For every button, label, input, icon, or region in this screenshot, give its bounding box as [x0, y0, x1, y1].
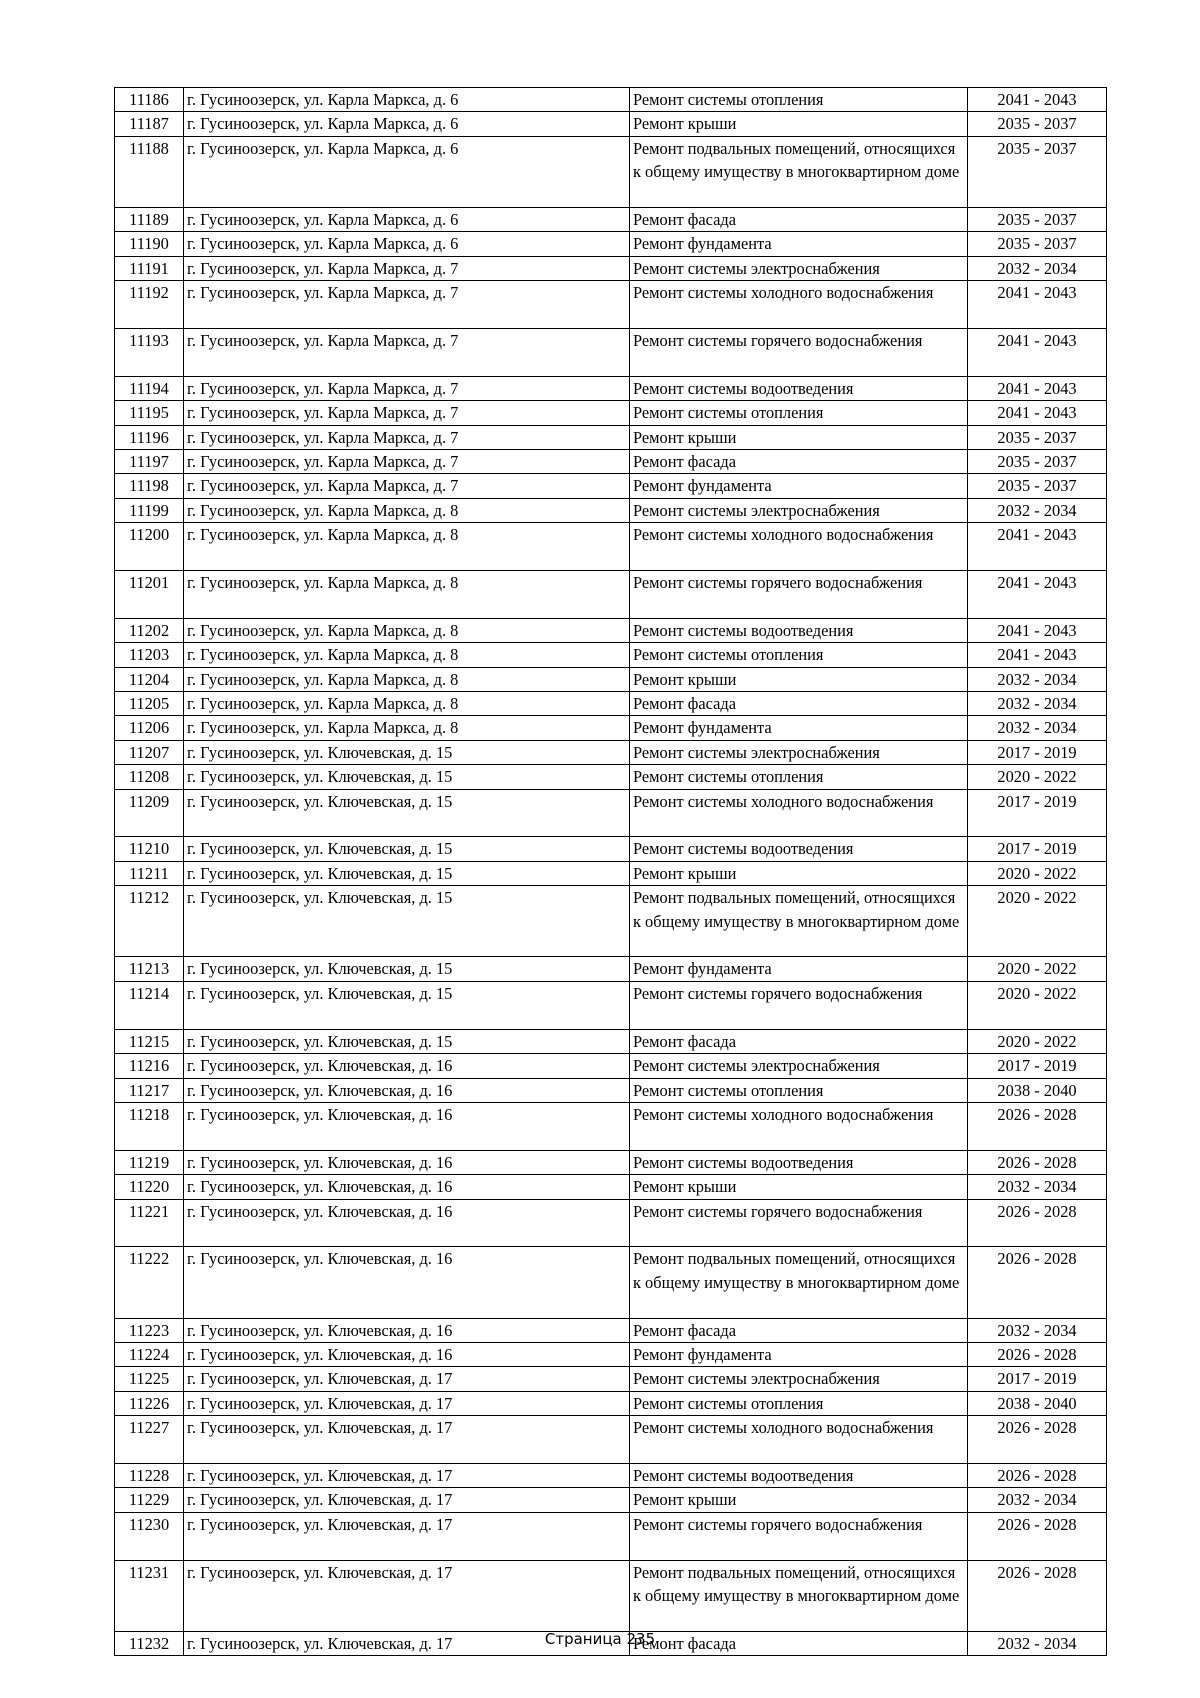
address-cell: г. Гусиноозерск, ул. Карла Маркса, д. 6	[184, 208, 630, 232]
table-row	[115, 1078, 1107, 1102]
work-type-cell: Ремонт крыши	[630, 861, 968, 885]
work-type-cell: Ремонт фасада	[630, 692, 968, 716]
table-row	[115, 837, 1107, 861]
address-cell: г. Гусиноозерск, ул. Ключевская, д. 16	[184, 1342, 630, 1366]
address-cell: г. Гусиноозерск, ул. Ключевская, д. 16	[184, 1078, 630, 1102]
address-cell: г. Гусиноозерск, ул. Карла Маркса, д. 6	[184, 88, 630, 112]
address-cell: г. Гусиноозерск, ул. Ключевская, д. 17	[184, 1416, 630, 1464]
row-number-cell: 11210	[115, 837, 184, 861]
period-cell: 2026 - 2028	[968, 1247, 1107, 1318]
work-type-cell: Ремонт подвальных помещений, относящихся к общему имуществу в многоквартирном доме	[630, 1247, 968, 1318]
period-cell: 2041 - 2043	[968, 88, 1107, 112]
period-cell: 2026 - 2028	[968, 1560, 1107, 1631]
work-type-cell: Ремонт подвальных помещений, относящихся к общему имуществу в многоквартирном доме	[630, 1560, 968, 1631]
row-number-cell: 11218	[115, 1102, 184, 1150]
row-number-cell: 11187	[115, 112, 184, 136]
period-cell: 2020 - 2022	[968, 765, 1107, 789]
table-row	[115, 1367, 1107, 1391]
address-cell: г. Гусиноозерск, ул. Карла Маркса, д. 7	[184, 256, 630, 280]
row-number-cell: 11188	[115, 136, 184, 207]
table-row	[115, 716, 1107, 740]
address-cell: г. Гусиноозерск, ул. Карла Маркса, д. 7	[184, 474, 630, 498]
period-cell: 2026 - 2028	[968, 1102, 1107, 1150]
period-cell: 2032 - 2034	[968, 1488, 1107, 1512]
work-type-cell: Ремонт крыши	[630, 112, 968, 136]
address-cell: г. Гусиноозерск, ул. Карла Маркса, д. 6	[184, 112, 630, 136]
work-type-cell: Ремонт системы электроснабжения	[630, 256, 968, 280]
row-number-cell: 11214	[115, 981, 184, 1029]
work-type-cell: Ремонт крыши	[630, 1488, 968, 1512]
address-cell: г. Гусиноозерск, ул. Ключевская, д. 15	[184, 981, 630, 1029]
period-cell: 2041 - 2043	[968, 329, 1107, 377]
address-cell: г. Гусиноозерск, ул. Карла Маркса, д. 8	[184, 667, 630, 691]
address-cell: г. Гусиноозерск, ул. Ключевская, д. 17	[184, 1367, 630, 1391]
address-cell: г. Гусиноозерск, ул. Ключевская, д. 15	[184, 886, 630, 957]
work-type-cell: Ремонт фасада	[630, 1631, 968, 1655]
work-type-cell: Ремонт фундамента	[630, 957, 968, 981]
row-number-cell: 11198	[115, 474, 184, 498]
work-type-cell: Ремонт фасада	[630, 1318, 968, 1342]
table-row	[115, 256, 1107, 280]
table-row	[115, 329, 1107, 377]
work-type-cell: Ремонт крыши	[630, 1175, 968, 1199]
row-number-cell: 11211	[115, 861, 184, 885]
table-row	[115, 692, 1107, 716]
row-number-cell: 11199	[115, 498, 184, 522]
table-row	[115, 957, 1107, 981]
work-type-cell: Ремонт подвальных помещений, относящихся к общему имуществу в многоквартирном доме	[630, 886, 968, 957]
period-cell: 2032 - 2034	[968, 1631, 1107, 1655]
table-row	[115, 571, 1107, 619]
table-row	[115, 232, 1107, 256]
row-number-cell: 11226	[115, 1391, 184, 1415]
table-row	[115, 1463, 1107, 1487]
work-type-cell: Ремонт системы холодного водоснабжения	[630, 789, 968, 837]
period-cell: 2020 - 2022	[968, 1029, 1107, 1053]
address-cell: г. Гусиноозерск, ул. Ключевская, д. 16	[184, 1150, 630, 1174]
table-row	[115, 474, 1107, 498]
row-number-cell: 11215	[115, 1029, 184, 1053]
work-type-cell: Ремонт фундамента	[630, 716, 968, 740]
address-cell: г. Гусиноозерск, ул. Ключевская, д. 16	[184, 1247, 630, 1318]
row-number-cell: 11231	[115, 1560, 184, 1631]
row-number-cell: 11194	[115, 376, 184, 400]
period-cell: 2041 - 2043	[968, 376, 1107, 400]
work-type-cell: Ремонт системы электроснабжения	[630, 498, 968, 522]
row-number-cell: 11224	[115, 1342, 184, 1366]
table-row	[115, 88, 1107, 112]
row-number-cell: 11202	[115, 618, 184, 642]
work-type-cell: Ремонт системы электроснабжения	[630, 740, 968, 764]
period-cell: 2026 - 2028	[968, 1463, 1107, 1487]
address-cell: г. Гусиноозерск, ул. Ключевская, д. 15	[184, 1029, 630, 1053]
period-cell: 2041 - 2043	[968, 571, 1107, 619]
table-row	[115, 765, 1107, 789]
period-cell: 2041 - 2043	[968, 281, 1107, 329]
work-type-cell: Ремонт системы водоотведения	[630, 618, 968, 642]
row-number-cell: 11193	[115, 329, 184, 377]
address-cell: г. Гусиноозерск, ул. Карла Маркса, д. 8	[184, 643, 630, 667]
period-cell: 2032 - 2034	[968, 692, 1107, 716]
table-row	[115, 1199, 1107, 1247]
table-row	[115, 667, 1107, 691]
address-cell: г. Гусиноозерск, ул. Ключевская, д. 17	[184, 1631, 630, 1655]
address-cell: г. Гусиноозерск, ул. Ключевская, д. 15	[184, 957, 630, 981]
address-cell: г. Гусиноозерск, ул. Ключевская, д. 16	[184, 1175, 630, 1199]
period-cell: 2035 - 2037	[968, 112, 1107, 136]
row-number-cell: 11206	[115, 716, 184, 740]
work-type-cell: Ремонт системы водоотведения	[630, 1463, 968, 1487]
work-type-cell: Ремонт системы отопления	[630, 765, 968, 789]
address-cell: г. Гусиноозерск, ул. Карла Маркса, д. 8	[184, 498, 630, 522]
work-type-cell: Ремонт фундамента	[630, 474, 968, 498]
period-cell: 2035 - 2037	[968, 474, 1107, 498]
period-cell: 2032 - 2034	[968, 716, 1107, 740]
address-cell: г. Гусиноозерск, ул. Ключевская, д. 17	[184, 1463, 630, 1487]
table-row	[115, 498, 1107, 522]
address-cell: г. Гусиноозерск, ул. Ключевская, д. 16	[184, 1318, 630, 1342]
address-cell: г. Гусиноозерск, ул. Карла Маркса, д. 8	[184, 571, 630, 619]
work-type-cell: Ремонт фасада	[630, 1029, 968, 1053]
address-cell: г. Гусиноозерск, ул. Ключевская, д. 15	[184, 765, 630, 789]
row-number-cell: 11200	[115, 523, 184, 571]
table-row	[115, 401, 1107, 425]
address-cell: г. Гусиноозерск, ул. Карла Маркса, д. 8	[184, 692, 630, 716]
work-type-cell: Ремонт системы электроснабжения	[630, 1367, 968, 1391]
address-cell: г. Гусиноозерск, ул. Карла Маркса, д. 8	[184, 523, 630, 571]
table-row	[115, 1318, 1107, 1342]
work-type-cell: Ремонт системы горячего водоснабжения	[630, 329, 968, 377]
work-type-cell: Ремонт системы холодного водоснабжения	[630, 1102, 968, 1150]
period-cell: 2032 - 2034	[968, 667, 1107, 691]
row-number-cell: 11212	[115, 886, 184, 957]
work-type-cell: Ремонт системы горячего водоснабжения	[630, 1512, 968, 1560]
period-cell: 2032 - 2034	[968, 498, 1107, 522]
address-cell: г. Гусиноозерск, ул. Карла Маркса, д. 8	[184, 618, 630, 642]
work-type-cell: Ремонт системы водоотведения	[630, 1150, 968, 1174]
work-type-cell: Ремонт крыши	[630, 425, 968, 449]
address-cell: г. Гусиноозерск, ул. Ключевская, д. 17	[184, 1512, 630, 1560]
period-cell: 2020 - 2022	[968, 957, 1107, 981]
work-type-cell: Ремонт системы холодного водоснабжения	[630, 523, 968, 571]
row-number-cell: 11192	[115, 281, 184, 329]
work-type-cell: Ремонт системы холодного водоснабжения	[630, 1416, 968, 1464]
table-body	[115, 88, 1107, 1656]
address-cell: г. Гусиноозерск, ул. Ключевская, д. 15	[184, 861, 630, 885]
address-cell: г. Гусиноозерск, ул. Карла Маркса, д. 7	[184, 281, 630, 329]
row-number-cell: 11219	[115, 1150, 184, 1174]
period-cell: 2041 - 2043	[968, 401, 1107, 425]
page-number: Страница 235	[544, 1630, 656, 1648]
address-cell: г. Гусиноозерск, ул. Ключевская, д. 16	[184, 1054, 630, 1078]
period-cell: 2020 - 2022	[968, 861, 1107, 885]
table-row	[115, 425, 1107, 449]
period-cell: 2026 - 2028	[968, 1150, 1107, 1174]
period-cell: 2032 - 2034	[968, 1175, 1107, 1199]
row-number-cell: 11196	[115, 425, 184, 449]
row-number-cell: 11222	[115, 1247, 184, 1318]
address-cell: г. Гусиноозерск, ул. Ключевская, д. 17	[184, 1391, 630, 1415]
period-cell: 2035 - 2037	[968, 450, 1107, 474]
address-cell: г. Гусиноозерск, ул. Ключевская, д. 16	[184, 1102, 630, 1150]
address-cell: г. Гусиноозерск, ул. Карла Маркса, д. 8	[184, 716, 630, 740]
address-cell: г. Гусиноозерск, ул. Карла Маркса, д. 7	[184, 425, 630, 449]
table-row	[115, 1054, 1107, 1078]
row-number-cell: 11223	[115, 1318, 184, 1342]
table-row	[115, 376, 1107, 400]
row-number-cell: 11209	[115, 789, 184, 837]
period-cell: 2026 - 2028	[968, 1512, 1107, 1560]
table-row	[115, 1150, 1107, 1174]
table-row	[115, 208, 1107, 232]
address-cell: г. Гусиноозерск, ул. Карла Маркса, д. 7	[184, 401, 630, 425]
row-number-cell: 11189	[115, 208, 184, 232]
row-number-cell: 11190	[115, 232, 184, 256]
table-row	[115, 1175, 1107, 1199]
row-number-cell: 11217	[115, 1078, 184, 1102]
address-cell: г. Гусиноозерск, ул. Карла Маркса, д. 7	[184, 329, 630, 377]
row-number-cell: 11203	[115, 643, 184, 667]
work-type-cell: Ремонт системы отопления	[630, 1078, 968, 1102]
period-cell: 2017 - 2019	[968, 789, 1107, 837]
row-number-cell: 11228	[115, 1463, 184, 1487]
row-number-cell: 11230	[115, 1512, 184, 1560]
period-cell: 2017 - 2019	[968, 837, 1107, 861]
period-cell: 2017 - 2019	[968, 1054, 1107, 1078]
period-cell: 2035 - 2037	[968, 425, 1107, 449]
row-number-cell: 11204	[115, 667, 184, 691]
address-cell: г. Гусиноозерск, ул. Ключевская, д. 15	[184, 837, 630, 861]
work-type-cell: Ремонт системы отопления	[630, 643, 968, 667]
work-type-cell: Ремонт фасада	[630, 208, 968, 232]
row-number-cell: 11195	[115, 401, 184, 425]
table-row	[115, 1512, 1107, 1560]
period-cell: 2035 - 2037	[968, 136, 1107, 207]
table-row	[115, 450, 1107, 474]
address-cell: г. Гусиноозерск, ул. Ключевская, д. 15	[184, 740, 630, 764]
address-cell: г. Гусиноозерск, ул. Карла Маркса, д. 6	[184, 136, 630, 207]
period-cell: 2026 - 2028	[968, 1199, 1107, 1247]
address-cell: г. Гусиноозерск, ул. Карла Маркса, д. 7	[184, 450, 630, 474]
work-type-cell: Ремонт фасада	[630, 450, 968, 474]
period-cell: 2020 - 2022	[968, 886, 1107, 957]
period-cell: 2017 - 2019	[968, 740, 1107, 764]
table-row	[115, 643, 1107, 667]
table-row	[115, 1029, 1107, 1053]
table-row	[115, 112, 1107, 136]
table-row	[115, 1488, 1107, 1512]
work-type-cell: Ремонт системы отопления	[630, 401, 968, 425]
row-number-cell: 11213	[115, 957, 184, 981]
address-cell: г. Гусиноозерск, ул. Ключевская, д. 16	[184, 1199, 630, 1247]
work-type-cell: Ремонт подвальных помещений, относящихся к общему имуществу в многоквартирном доме	[630, 136, 968, 207]
period-cell: 2041 - 2043	[968, 523, 1107, 571]
table-row	[115, 740, 1107, 764]
row-number-cell: 11205	[115, 692, 184, 716]
repair-schedule-table	[114, 87, 1107, 1656]
table-row	[115, 886, 1107, 957]
work-type-cell: Ремонт системы горячего водоснабжения	[630, 571, 968, 619]
period-cell: 2020 - 2022	[968, 981, 1107, 1029]
work-type-cell: Ремонт системы холодного водоснабжения	[630, 281, 968, 329]
table-row	[115, 861, 1107, 885]
row-number-cell: 11225	[115, 1367, 184, 1391]
row-number-cell: 11197	[115, 450, 184, 474]
period-cell: 2032 - 2034	[968, 256, 1107, 280]
row-number-cell: 11227	[115, 1416, 184, 1464]
row-number-cell: 11191	[115, 256, 184, 280]
work-type-cell: Ремонт системы отопления	[630, 1391, 968, 1415]
period-cell: 2017 - 2019	[968, 1367, 1107, 1391]
period-cell: 2035 - 2037	[968, 208, 1107, 232]
work-type-cell: Ремонт системы водоотведения	[630, 376, 968, 400]
work-type-cell: Ремонт фундамента	[630, 1342, 968, 1366]
address-cell: г. Гусиноозерск, ул. Ключевская, д. 15	[184, 789, 630, 837]
table-row	[115, 618, 1107, 642]
period-cell: 2035 - 2037	[968, 232, 1107, 256]
table-row	[115, 1560, 1107, 1631]
work-type-cell: Ремонт системы горячего водоснабжения	[630, 1199, 968, 1247]
work-type-cell: Ремонт системы отопления	[630, 88, 968, 112]
work-type-cell: Ремонт системы водоотведения	[630, 837, 968, 861]
period-cell: 2026 - 2028	[968, 1416, 1107, 1464]
row-number-cell: 11221	[115, 1199, 184, 1247]
row-number-cell: 11201	[115, 571, 184, 619]
row-number-cell: 11232	[115, 1631, 184, 1655]
table-row	[115, 1391, 1107, 1415]
period-cell: 2041 - 2043	[968, 643, 1107, 667]
table-row	[115, 281, 1107, 329]
row-number-cell: 11208	[115, 765, 184, 789]
work-type-cell: Ремонт крыши	[630, 667, 968, 691]
row-number-cell: 11229	[115, 1488, 184, 1512]
row-number-cell: 11186	[115, 88, 184, 112]
table-row	[115, 523, 1107, 571]
address-cell: г. Гусиноозерск, ул. Карла Маркса, д. 7	[184, 376, 630, 400]
table-row	[115, 1102, 1107, 1150]
period-cell: 2038 - 2040	[968, 1078, 1107, 1102]
row-number-cell: 11216	[115, 1054, 184, 1078]
work-type-cell: Ремонт системы электроснабжения	[630, 1054, 968, 1078]
table-row	[115, 981, 1107, 1029]
period-cell: 2041 - 2043	[968, 618, 1107, 642]
work-type-cell: Ремонт системы горячего водоснабжения	[630, 981, 968, 1029]
address-cell: г. Гусиноозерск, ул. Ключевская, д. 17	[184, 1560, 630, 1631]
table-row	[115, 789, 1107, 837]
address-cell: г. Гусиноозерск, ул. Ключевская, д. 17	[184, 1488, 630, 1512]
period-cell: 2026 - 2028	[968, 1342, 1107, 1366]
period-cell: 2038 - 2040	[968, 1391, 1107, 1415]
address-cell: г. Гусиноозерск, ул. Карла Маркса, д. 6	[184, 232, 630, 256]
work-type-cell: Ремонт фундамента	[630, 232, 968, 256]
table-row	[115, 1416, 1107, 1464]
row-number-cell: 11207	[115, 740, 184, 764]
period-cell: 2032 - 2034	[968, 1318, 1107, 1342]
table-row	[115, 136, 1107, 207]
table-row	[115, 1342, 1107, 1366]
row-number-cell: 11220	[115, 1175, 184, 1199]
table-row	[115, 1247, 1107, 1318]
